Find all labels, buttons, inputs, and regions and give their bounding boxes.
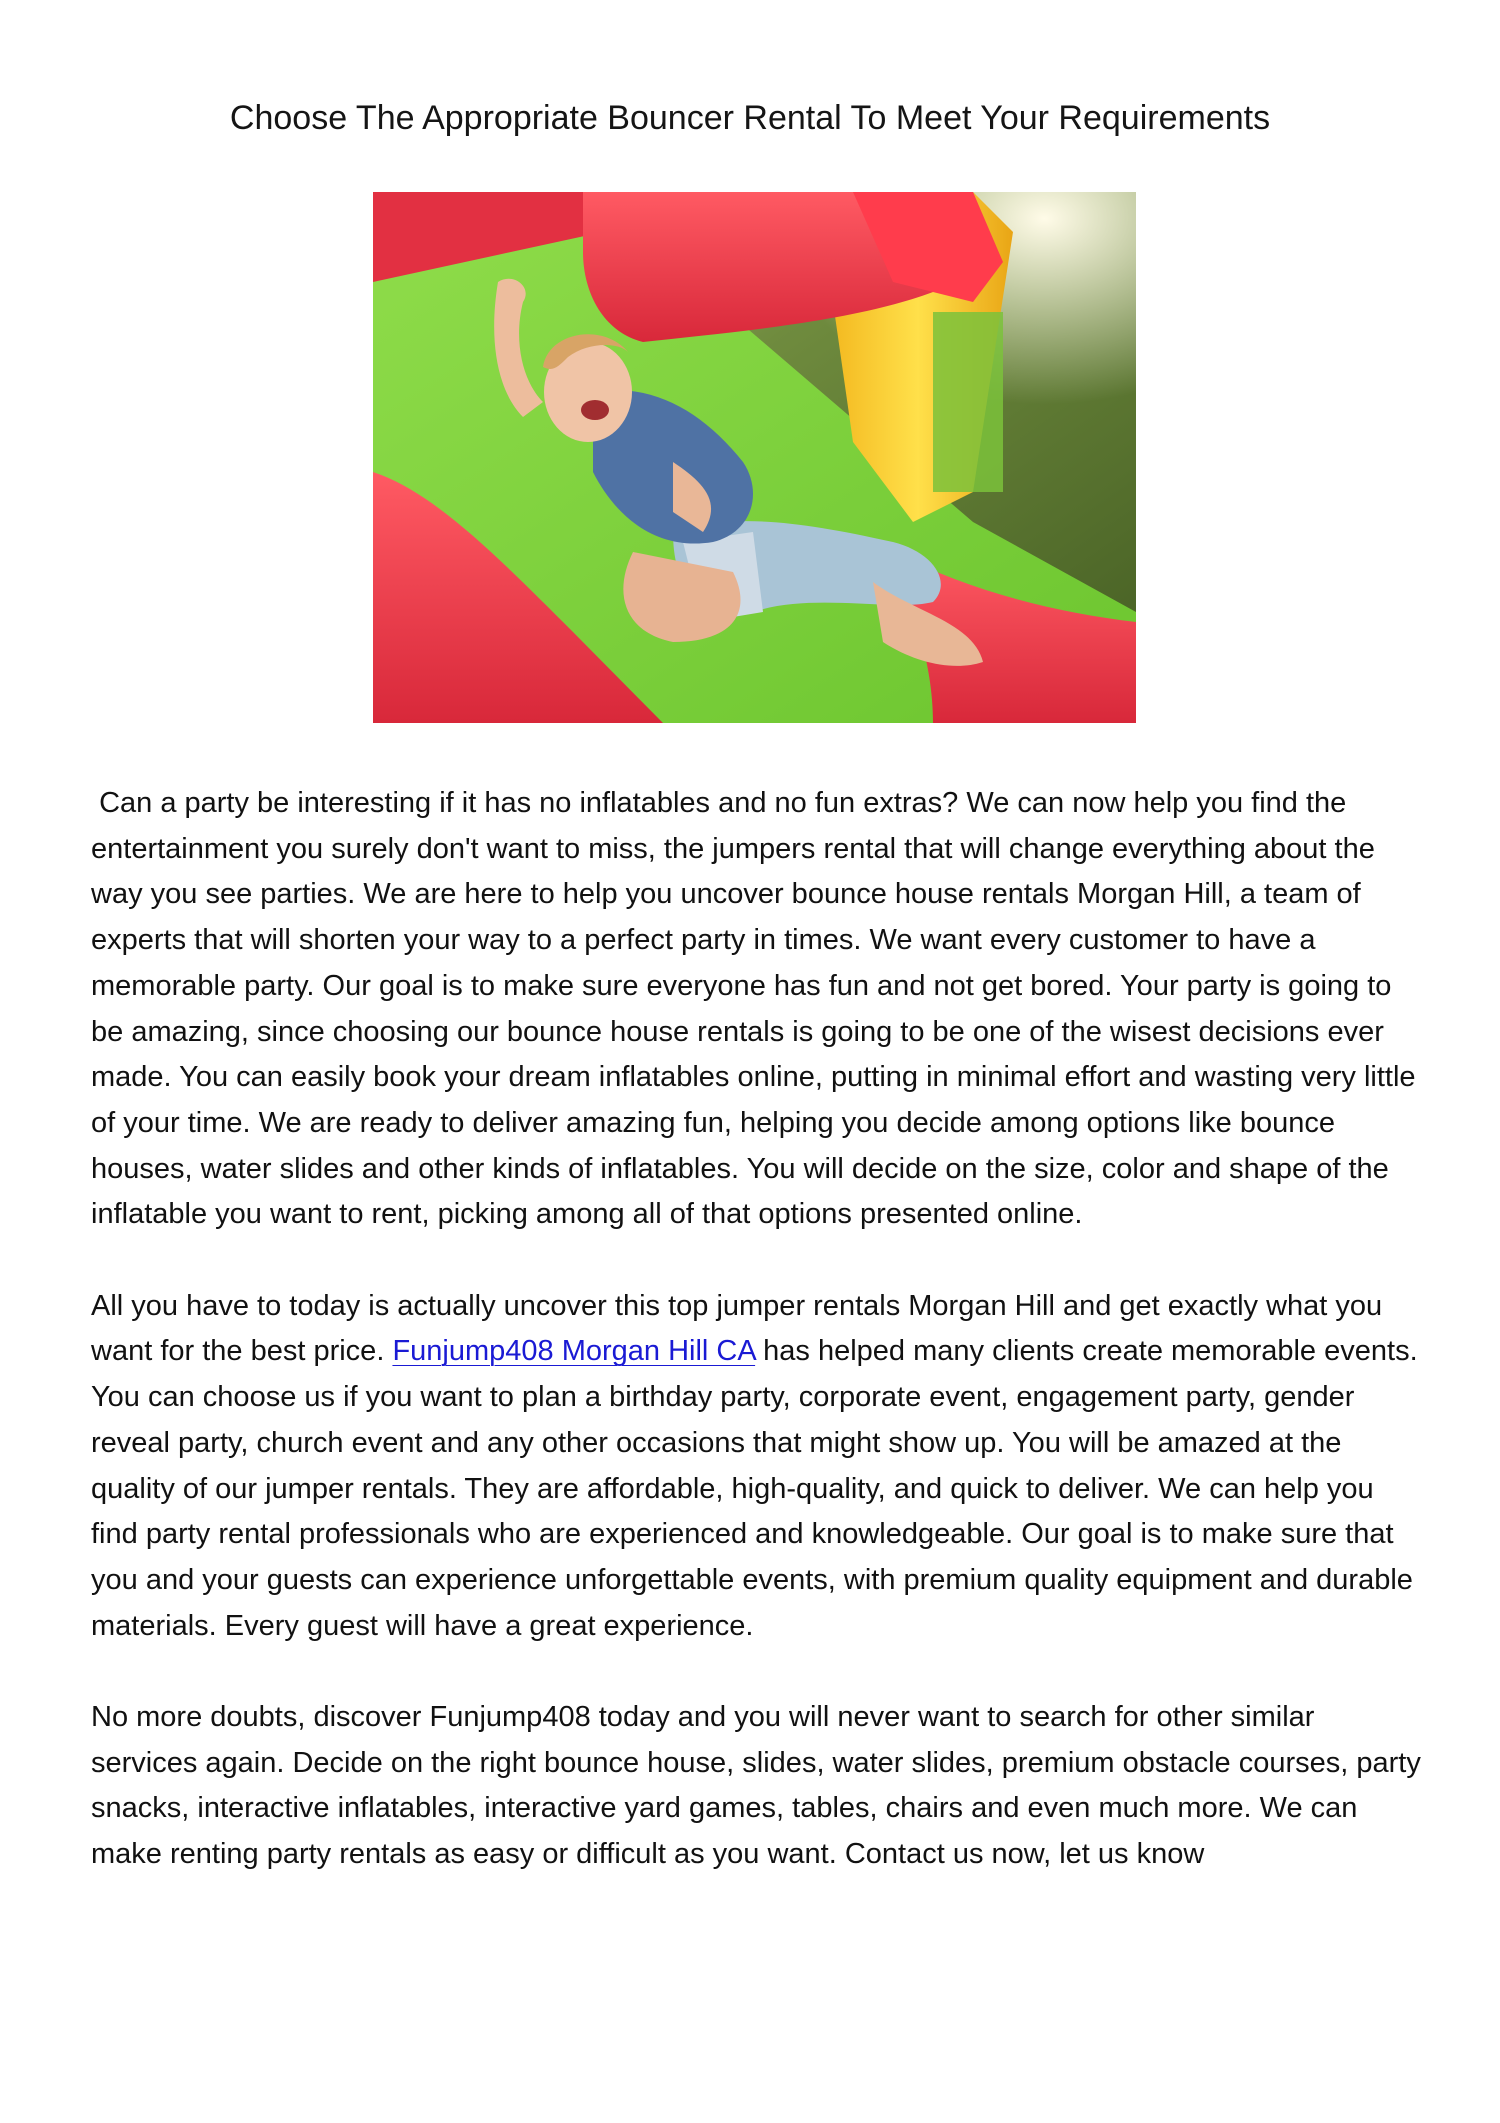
article-body [91, 781, 1424, 1924]
funjump408-link[interactable]: Funjump408 Morgan Hill CA [392, 1335, 756, 1368]
hero-photo [373, 192, 1136, 723]
page-title: Choose The Appropriate Bouncer Rental To Meet Your Requirements [229, 99, 1271, 137]
paragraph-2-text-end: has helped many clients create memorable events. You can choose us if you want to plan a birthday party, corporate event, engagement party, gender reveal party, church event and any other occasions that might show up. You will be amazed at the quality of our jumper rentals. They are affordable, high-quality, and quick to deliver. We can help you find party rental professionals who are experienced and knowledgeable. Our goal is to make sure that you and your guests can experience unforgettable events, with premium quality equipment and durable materials. Every guest will have a great experience. [91, 1335, 1418, 1642]
paragraph-2 [91, 1284, 1421, 1650]
paragraph-2-text-start: All you have to today is actually uncover this top jumper rentals Morgan Hill and get exactly what you want for the best price. [91, 1289, 1383, 1368]
paragraph-1: Can a party be interesting if it has no inflatables and no fun extras? We can now help you find the entertainment you surely don't want to miss, the jumpers rental that will change everything about the way you see parties. We are here to help you uncover bounce house rentals Morgan Hill, a team of experts that will shorten your way to a perfect party in times. We want every customer to have a memorable party. Our goal is to make sure everyone has fun and not get bored. Your party is going to be amazing, since choosing our bounce house rentals is going to be one of the wisest decisions ever made. You can easily book your dream inflatables online, putting in minimal effort and wasting very little of your time. We are ready to deliver amazing fun, helping you decide among options like bounce houses, water slides and other kinds of inflatables. You will decide on the size, color and shape of the inflatable you want to rent, picking among all of that options presented online. [91, 787, 1424, 1231]
paragraph-3: No more doubts, discover Funjump408 today and you will never want to search for other similar services again. Decide on the right bounce house, slides, water slides, premium obstacle courses, party snacks, interactive inflatables, interactive yard games, tables, chairs and even much more. We can make renting party rentals as easy or difficult as you want. Contact us now, let us know [91, 1701, 1421, 1871]
photo-child-on-inflatable-slide-icon [373, 192, 1136, 723]
